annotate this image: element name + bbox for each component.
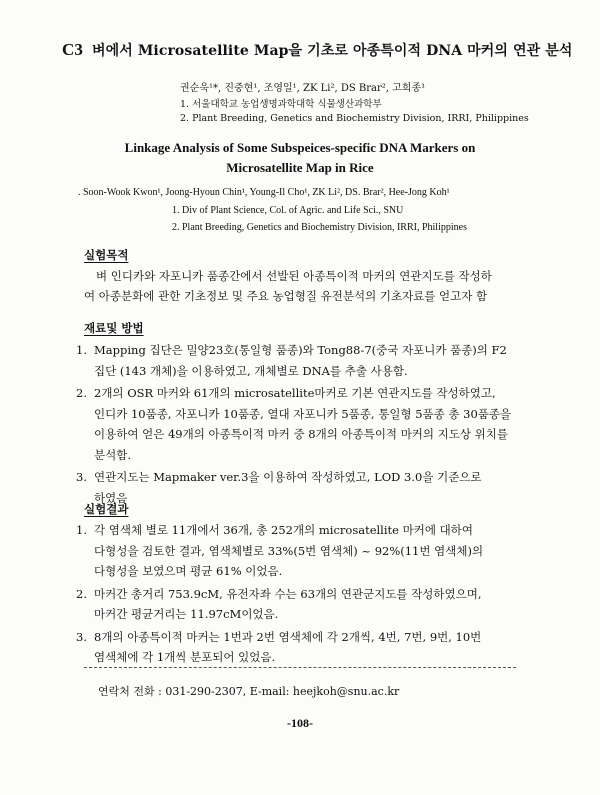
korean-affiliation-2: 2. Plant Breeding, Genetics and Biochemistry Division, IRRI, Philippines: [180, 113, 529, 124]
list-text: 8개의 아종특이적 마커는 1번과 2번 염색체에 각 2개씩, 4번, 7번, 9번, 10번 염색체에 각 1개씩 분포되어 있었음.: [94, 629, 482, 664]
results-list: [76, 520, 516, 670]
objective-body: [84, 266, 516, 306]
methods-item-2: [76, 383, 516, 465]
korean-affiliation-1: 1. 서울대학교 농업생명과학대학 식물생산과학부: [180, 99, 382, 110]
methods-item-3: [76, 467, 516, 508]
methods-item-1: [76, 340, 516, 381]
list-text: Mapping 집단은 밀양23호(통일형 품종)와 Tong88-7(중국 자포니카 품종)의 F2 집단 (143 개체)을 이용하였고, 개체별로 DNA를 추출 사용함.: [94, 343, 507, 378]
list-number: 2.: [76, 386, 87, 400]
methods-list: [76, 340, 516, 510]
objective-line-1: 벼 인디카와 자포니카 품종간에서 선발된 아종특이적 마커의 연관지도를 작성하: [96, 269, 492, 283]
english-authors: . Soon-Wook Kwon¹, Joong-Hyoun Chin¹, Young-Il Cho¹, ZK Li², DS. Brar², Hee-Jong Koh¹: [78, 187, 450, 198]
page-number: -108-: [287, 716, 313, 730]
methods-heading: 재료및 방법: [84, 321, 144, 335]
results-heading: 실험결과: [84, 502, 129, 516]
list-text: 2개의 OSR 마커와 61개의 microsatellite마커로 기본 연관지도를 작성하였고, 인디카 10품종, 자포니카 10품종, 열대 자포니카 5품종, 통일형 5품종 총 30품종을 이용하여 얻은 49개의 아종특이적 마커 중 8개의 아종특이적 마커의 지도상 위치를 분석함.: [94, 386, 512, 462]
objective-heading: 실험목적: [84, 248, 129, 262]
list-number: 1.: [76, 343, 87, 357]
footer-divider: [84, 667, 516, 668]
list-number: 1.: [76, 523, 87, 537]
english-title: [60, 138, 540, 178]
list-text: 마커간 총거리 753.9cM, 유전자좌 수는 63개의 연관군지도를 작성하였으며, 마커간 평균거리는 11.97cM이었음.: [94, 586, 482, 621]
objective-line-2: 여 아종분화에 관한 기초정보 및 주요 농업형질 유전분석의 기초자료를 얻고자 함: [84, 289, 488, 303]
list-number: 2.: [76, 586, 87, 601]
list-text: 각 염색체 별로 11개에서 36개, 총 252개의 microsatellite 마커에 대하여 다형성을 검토한 결과, 염색체별로 33%(5번 염색체) ~ 92%(11번 염색체)의 다형성을 보였으며 평균 61% 이었음.: [94, 523, 484, 578]
list-number: 3.: [76, 470, 87, 484]
abstract-code: C3: [62, 40, 83, 59]
english-title-line-2: Microsatellite Map in Rice: [226, 160, 374, 175]
results-item-2: [76, 584, 516, 625]
english-affiliation-2: 2. Plant Breeding, Genetics and Biochemistry Division, IRRI, Philippines: [172, 222, 467, 233]
contact-info: 연락처 전화 : 031-290-2307, E-mail: heejkoh@snu.ac.kr: [98, 685, 400, 698]
korean-title-text: 벼에서 Microsatellite Map을 기초로 아종특이적 DNA 마커의 연관 분석: [91, 43, 573, 59]
results-item-1: [76, 520, 516, 582]
english-affiliation-1: 1. Div of Plant Science, Col. of Agric. and Life Sci., SNU: [172, 205, 404, 216]
list-number: 3.: [76, 629, 87, 644]
korean-title: [62, 40, 582, 60]
results-item-3: [76, 627, 516, 668]
list-text: 연관지도는 Mapmaker ver.3을 이용하여 작성하였고, LOD 3.0을 기준으로 하였음: [94, 470, 482, 505]
english-title-line-1: Linkage Analysis of Some Subspeices-specific DNA Markers on: [124, 140, 476, 155]
korean-authors: 권순욱¹*, 진중현¹, 조영일¹, ZK Li², DS Brar², 고희종¹: [180, 83, 426, 94]
